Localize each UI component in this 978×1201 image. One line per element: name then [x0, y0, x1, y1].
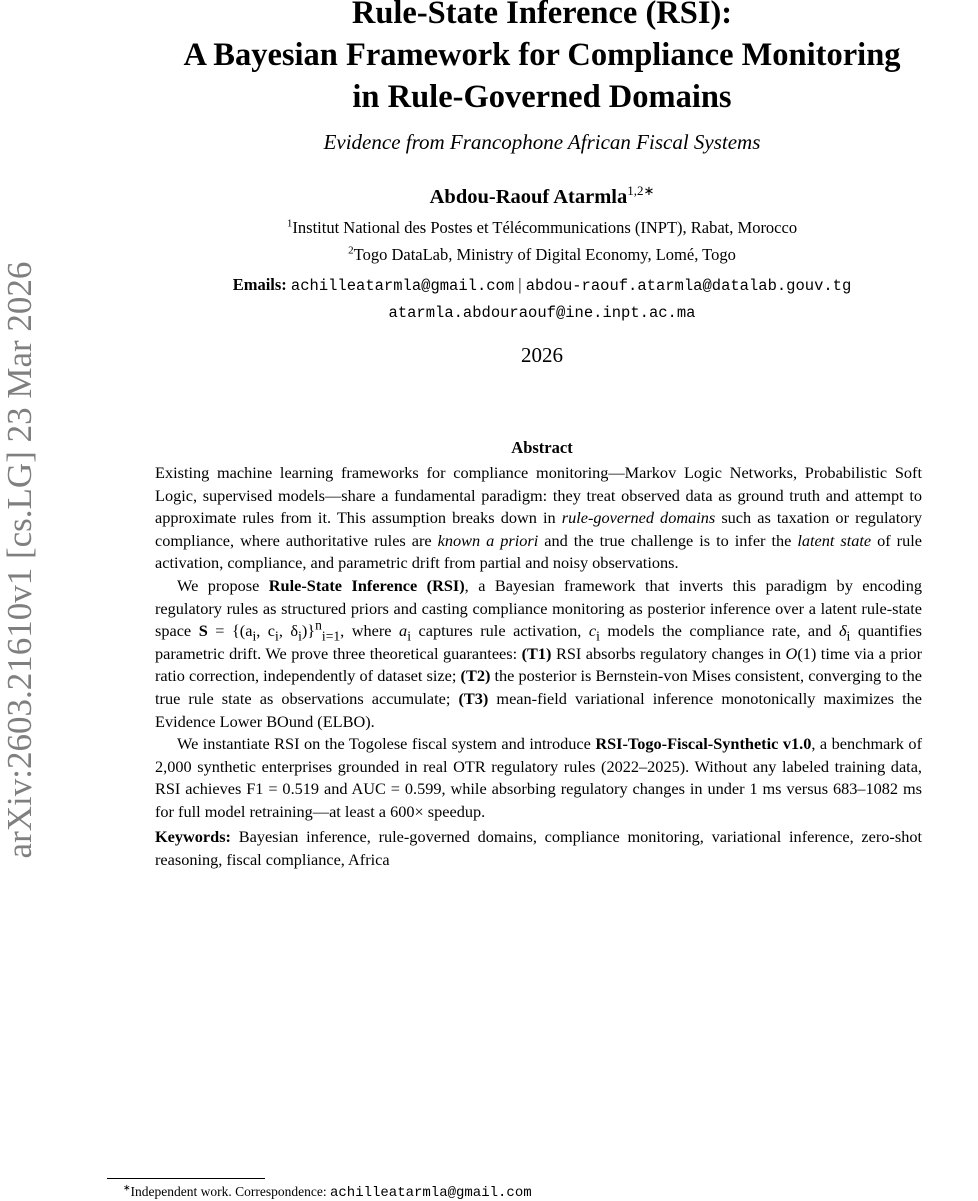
math: n — [315, 617, 322, 633]
math: O — [785, 643, 798, 663]
abstract-paragraph-1 — [155, 462, 922, 575]
math: , δ — [278, 621, 299, 641]
bold-term: RSI-Togo-Fiscal-Synthetic v1.0 — [595, 734, 812, 754]
affiliation-mark: 1 — [286, 217, 293, 230]
math: )} — [301, 621, 316, 641]
keywords — [155, 826, 922, 871]
author-name — [107, 183, 977, 209]
text: the posterior is Bernstein-von Mises consistent, converging to the true rule state as observations accumulate; — [155, 666, 923, 708]
paper-subtitle: Evidence from Francophone African Fiscal Systems — [323, 130, 761, 154]
math: i — [298, 628, 302, 644]
keywords-label: Keywords: — [155, 827, 231, 846]
text: models the compliance rate, and — [599, 621, 839, 641]
bold-term: (T2) — [460, 666, 491, 686]
bold-term: Rule-State Inference (RSI) — [268, 575, 465, 595]
text: captures rule activation, — [410, 621, 589, 641]
footnote-mark: ∗ — [123, 1182, 131, 1193]
emphasis: known a priori — [437, 530, 539, 550]
keywords-text: Bayesian inference, rule-governed domains, compliance monitoring, variational inference, zero-shot reasoning, fiscal compliance, Africa — [155, 827, 922, 869]
text: , a benchmark of 2,000 synthetic enterprises grounded in real OTR regulatory rules (2022–2025). Without any labeled training data, RSI achieves F1 = 0.519 and AUC = 0.599, while absorbing regulatory changes in under 1 ms versus 683–1082 ms for full model retraining—at least a 600× speedup. — [155, 734, 922, 821]
text: Existing machine learning frameworks for compliance monitoring—Markov Logic Networks, Probabilistic Soft Logic, supervised models—share a fundamental paradigm: they treat observed data as ground truth and attempt to approximate rules from it. This assumption breaks down in — [155, 463, 922, 528]
email-link[interactable]: abdou-raouf.atarmla@datalab.gouv.tg — [525, 277, 852, 295]
text: quantifies parametric drift. We prove three theoretical guarantees: — [155, 621, 923, 663]
email-link[interactable]: atarmla.abdouraouf@ine.inpt.ac.ma — [388, 304, 696, 322]
math: i — [275, 628, 279, 644]
math: i — [596, 628, 600, 644]
text: RSI absorbs regulatory changes in — [551, 643, 786, 663]
abstract-paragraph-2 — [155, 575, 922, 733]
text: and the true challenge is to infer the — [538, 530, 798, 550]
emails-line — [107, 275, 977, 295]
math: = {(a — [207, 621, 253, 641]
email-separator: | — [518, 275, 522, 294]
paper-title — [107, 0, 977, 118]
abstract-heading: Abstract — [511, 438, 573, 457]
math: i — [407, 628, 411, 644]
arxiv-identifier-sidebar: arXiv:2603.21610v1 [cs.LG] 23 Mar 2026 — [0, 261, 39, 859]
math: , c — [256, 621, 276, 641]
math: i — [252, 628, 257, 644]
affiliation-mark: 2 — [348, 244, 354, 257]
bold-term: (T1) — [521, 643, 552, 663]
text: such as taxation or regulatory compliance, where authoritative rules are — [155, 508, 922, 550]
emails-line-2 — [107, 302, 977, 322]
bold-term: (T3) — [458, 688, 489, 708]
author-text: Abdou-Raouf Atarmla — [429, 186, 628, 208]
math: S — [198, 621, 208, 641]
text: We instantiate RSI on the Togolese fiscal system and introduce — [177, 734, 596, 754]
footnote-email-link[interactable]: achilleatarmla@gmail.com — [329, 1185, 532, 1201]
math-rule-state-space — [198, 617, 341, 644]
text: , a Bayesian framework that inverts this paradigm by encoding regulatory rules as structured priors and casting compliance monitoring as posterior inference over a latent rule-state space — [155, 575, 922, 641]
footnote-divider — [107, 1178, 265, 1179]
abstract-body — [155, 462, 922, 824]
emails-label: Emails: — [232, 275, 287, 294]
affiliation-text: Institut National des Postes et Télécommunications (INPT), Rabat, Morocco — [292, 218, 798, 237]
footnote-text: Independent work. Correspondence: — [130, 1184, 330, 1199]
math: i=1 — [321, 628, 341, 644]
affiliation-1 — [107, 218, 977, 238]
title-line: Rule-State Inference (RSI): — [351, 0, 733, 31]
affiliation-2 — [107, 245, 977, 265]
emphasis: rule-governed domains — [561, 508, 716, 528]
math: (1) — [797, 643, 817, 663]
text: of rule activation, compliance, and parametric drift from partial and noisy observations. — [155, 530, 922, 573]
title-line: A Bayesian Framework for Compliance Monitoring — [183, 37, 901, 73]
text: We propose — [177, 575, 269, 595]
abstract-paragraph-3 — [155, 733, 922, 823]
math: c — [588, 621, 597, 641]
affiliation-text: Togo DataLab, Ministry of Digital Economy, Lomé, Togo — [353, 245, 736, 264]
paper-year: 2026 — [521, 343, 563, 367]
text: , where — [340, 621, 400, 641]
text: mean-field variational inference monotonically maximizes the Evidence Lower BOund (ELBO). — [155, 688, 922, 731]
footnote — [123, 1184, 532, 1201]
email-link[interactable]: achilleatarmla@gmail.com — [290, 277, 515, 295]
title-line: in Rule-Governed Domains — [352, 79, 732, 115]
text: time via a prior ratio correction, independently of dataset size; — [155, 643, 922, 686]
math: a — [399, 621, 408, 641]
author-marks: 1,2∗ — [627, 183, 655, 199]
emphasis: latent state — [797, 530, 872, 550]
math: δ — [838, 621, 847, 641]
math: i — [846, 628, 851, 644]
